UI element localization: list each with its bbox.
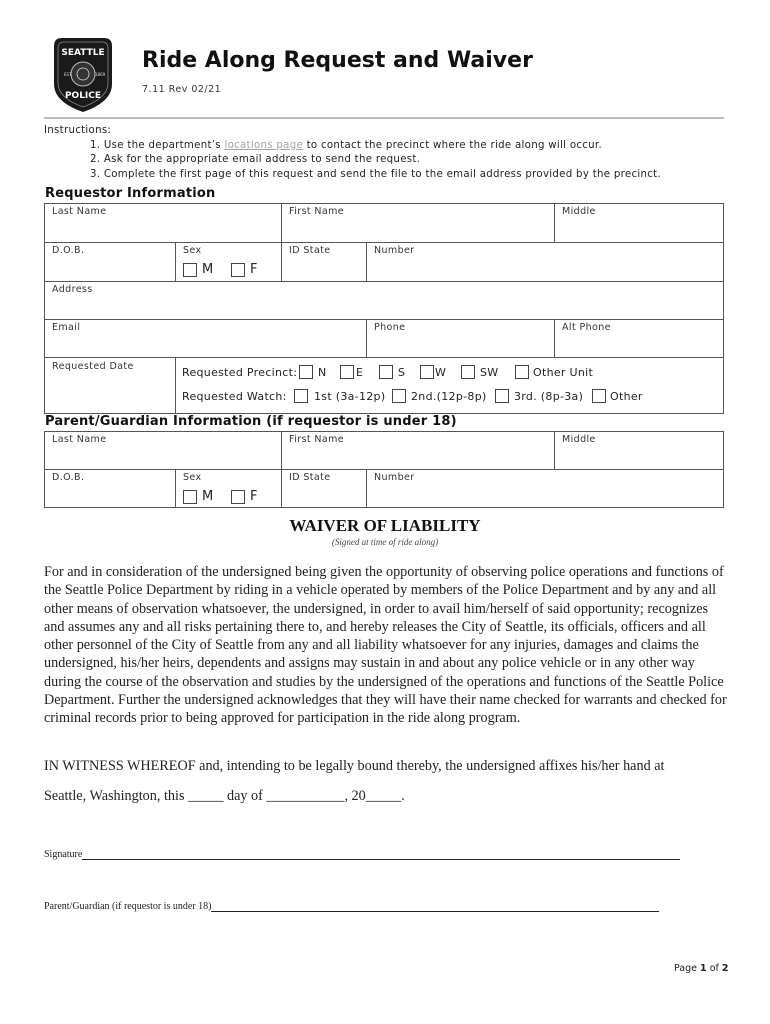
guardian-last-name-field[interactable] <box>45 432 282 470</box>
precinct-w-checkbox[interactable] <box>420 365 434 379</box>
requested-date-label: Requested Date <box>52 361 134 372</box>
id-number-label: Number <box>374 245 415 256</box>
page-number <box>674 963 729 974</box>
watch-3rd-checkbox[interactable] <box>495 389 509 403</box>
guardian-dob-label: D.O.B. <box>52 472 85 483</box>
precinct-sw-checkbox[interactable] <box>461 365 475 379</box>
sex-f-checkbox[interactable] <box>231 263 245 277</box>
phone-label: Phone <box>374 322 406 333</box>
revision-label: 7.11 Rev 02/21 <box>142 84 222 95</box>
guardian-signature-line[interactable] <box>44 901 659 912</box>
waiver-subtitle: (Signed at time of ride along) <box>331 537 439 547</box>
requestor-id-state-field[interactable] <box>282 243 367 282</box>
guardian-first-name-label: First Name <box>289 434 345 445</box>
badge-est-text: EST. <box>64 72 73 77</box>
email-label: Email <box>52 322 81 333</box>
instruction-1-suffix: to contact the precinct where the ride along will occur. <box>303 139 603 151</box>
precinct-watch-area <box>176 358 723 413</box>
precinct-other-unit-checkbox[interactable] <box>515 365 529 379</box>
requestor-sex-field <box>176 243 282 282</box>
last-name-label: Last Name <box>52 206 107 217</box>
requestor-alt-phone-field[interactable] <box>555 320 723 358</box>
watch-1st-checkbox[interactable] <box>294 389 308 403</box>
requestor-section-heading: Requestor Information <box>45 186 216 201</box>
precinct-e-checkbox[interactable] <box>340 365 354 379</box>
guardian-form <box>44 431 724 508</box>
seattle-police-badge-logo <box>52 36 114 114</box>
requestor-form <box>44 203 724 414</box>
requested-watch-label: Requested Watch: <box>182 390 287 403</box>
page-current: 1 <box>700 963 707 974</box>
requestor-phone-field[interactable] <box>367 320 555 358</box>
page-title: Ride Along Request and Waiver <box>142 48 533 73</box>
guardian-sex-m-label: M <box>202 489 214 504</box>
waiver-body-text: For and in consideration of the undersigned being given the opportunity of observing police operations and functions of the Seattle Police Department by riding in a vehicle operated by members of the Police Department and by any and all other means of observation whatsoever, the undersigned, in order to avail him/herself of said opportunity; recognizes and assumes any and all risks pertaining there to, and hereby releases the City of Seattle, its officials, officers and all other personnel of the City of Seattle from any and all liability whatsoever for any injuries, damages and claims the undersigned, his/her heirs, dependents and assigns may sustain in and about any police vehicle or in any other way during the course of the observation and studies by the undersigned of the operations and functions of the Seattle Police Department. Further the undersigned acknowledges that they will have their name checked for warrants and checked for criminal records prior to being approved for participation in the ride along program. <box>44 564 727 727</box>
alt-phone-label: Alt Phone <box>562 322 611 333</box>
instruction-1-prefix: 1. Use the department’s <box>90 139 225 151</box>
precinct-n-label: N <box>318 366 327 379</box>
signature-underline <box>82 850 680 860</box>
requestor-address-field[interactable] <box>45 282 723 320</box>
precinct-sw-label: SW <box>480 366 499 379</box>
sex-m-checkbox[interactable] <box>183 263 197 277</box>
watch-1st-label: 1st (3a-12p) <box>314 390 386 403</box>
requestor-email-field[interactable] <box>45 320 367 358</box>
guardian-dob-field[interactable] <box>45 470 176 507</box>
requestor-last-name-field[interactable] <box>45 204 282 243</box>
guardian-id-number-label: Number <box>374 472 415 483</box>
witness-statement-line-2: Seattle, Washington, this _____ day of ___________, 20_____. <box>44 788 405 804</box>
badge-top-text: SEATTLE <box>61 48 105 58</box>
guardian-sex-f-label: F <box>250 489 258 504</box>
requestor-id-number-field[interactable] <box>367 243 723 282</box>
guardian-sex-m-checkbox[interactable] <box>183 490 197 504</box>
page-total: 2 <box>721 963 729 974</box>
precinct-s-label: S <box>398 366 406 379</box>
precinct-other-unit-label: Other Unit <box>533 366 594 379</box>
sex-label: Sex <box>183 245 202 256</box>
header-divider <box>44 117 724 119</box>
address-label: Address <box>52 284 93 295</box>
guardian-sex-label: Sex <box>183 472 202 483</box>
first-name-label: First Name <box>289 206 345 217</box>
instruction-item-3: 3. Complete the first page of this request and send the file to the email address provided by the precinct. <box>90 168 661 180</box>
sex-f-label: F <box>250 262 258 277</box>
waiver-title: WAIVER OF LIABILITY <box>289 516 481 535</box>
witness-statement-line-1: IN WITNESS WHEREOF and, intending to be legally bound thereby, the undersigned affixes his/her hand at <box>44 758 665 774</box>
locations-page-link[interactable]: locations page <box>224 139 304 151</box>
guardian-id-state-label: ID State <box>289 472 331 483</box>
requested-date-field[interactable] <box>45 358 176 413</box>
guardian-signature-label: Parent/Guardian (if requestor is under 18) <box>44 901 212 912</box>
of-word: of <box>709 963 719 974</box>
guardian-middle-label: Middle <box>562 434 596 445</box>
guardian-last-name-label: Last Name <box>52 434 107 445</box>
watch-other-checkbox[interactable] <box>592 389 606 403</box>
guardian-section-heading: Parent/Guardian Information (if requestor is under 18) <box>45 414 457 429</box>
precinct-e-label: E <box>356 366 364 379</box>
badge-year-text: 1869 <box>95 72 106 77</box>
signature-label: Signature <box>44 849 83 860</box>
dob-label: D.O.B. <box>52 245 85 256</box>
id-state-label: ID State <box>289 245 331 256</box>
instruction-item-2: 2. Ask for the appropriate email address to send the request. <box>90 154 421 165</box>
precinct-w-label: W <box>435 366 447 379</box>
precinct-s-checkbox[interactable] <box>379 365 393 379</box>
requested-precinct-label: Requested Precinct: <box>182 366 298 379</box>
guardian-id-state-field[interactable] <box>282 470 367 507</box>
middle-label: Middle <box>562 206 596 217</box>
badge-bottom-text: POLICE <box>64 91 102 101</box>
instructions-heading: Instructions: <box>44 125 112 136</box>
sex-m-label: M <box>202 262 214 277</box>
signature-line[interactable] <box>44 849 680 860</box>
requestor-middle-field[interactable] <box>555 204 723 243</box>
instructions <box>44 124 661 182</box>
guardian-middle-field[interactable] <box>555 432 723 470</box>
watch-3rd-label: 3rd. (8p-3a) <box>514 390 584 403</box>
watch-2nd-checkbox[interactable] <box>392 389 406 403</box>
guardian-signature-underline <box>211 902 659 912</box>
watch-other-label: Other <box>610 390 643 403</box>
guardian-first-name-field[interactable] <box>282 432 555 470</box>
watch-2nd-label: 2nd.(12p-8p) <box>411 390 487 403</box>
page-word: Page <box>674 963 697 974</box>
requestor-dob-field[interactable] <box>45 243 176 282</box>
guardian-sex-field <box>176 470 282 507</box>
requestor-first-name-field[interactable] <box>282 204 555 243</box>
instructions-list <box>44 139 661 183</box>
guardian-sex-f-checkbox[interactable] <box>231 490 245 504</box>
instruction-item-1 <box>90 139 661 154</box>
precinct-n-checkbox[interactable] <box>299 365 313 379</box>
guardian-id-number-field[interactable] <box>367 470 723 507</box>
